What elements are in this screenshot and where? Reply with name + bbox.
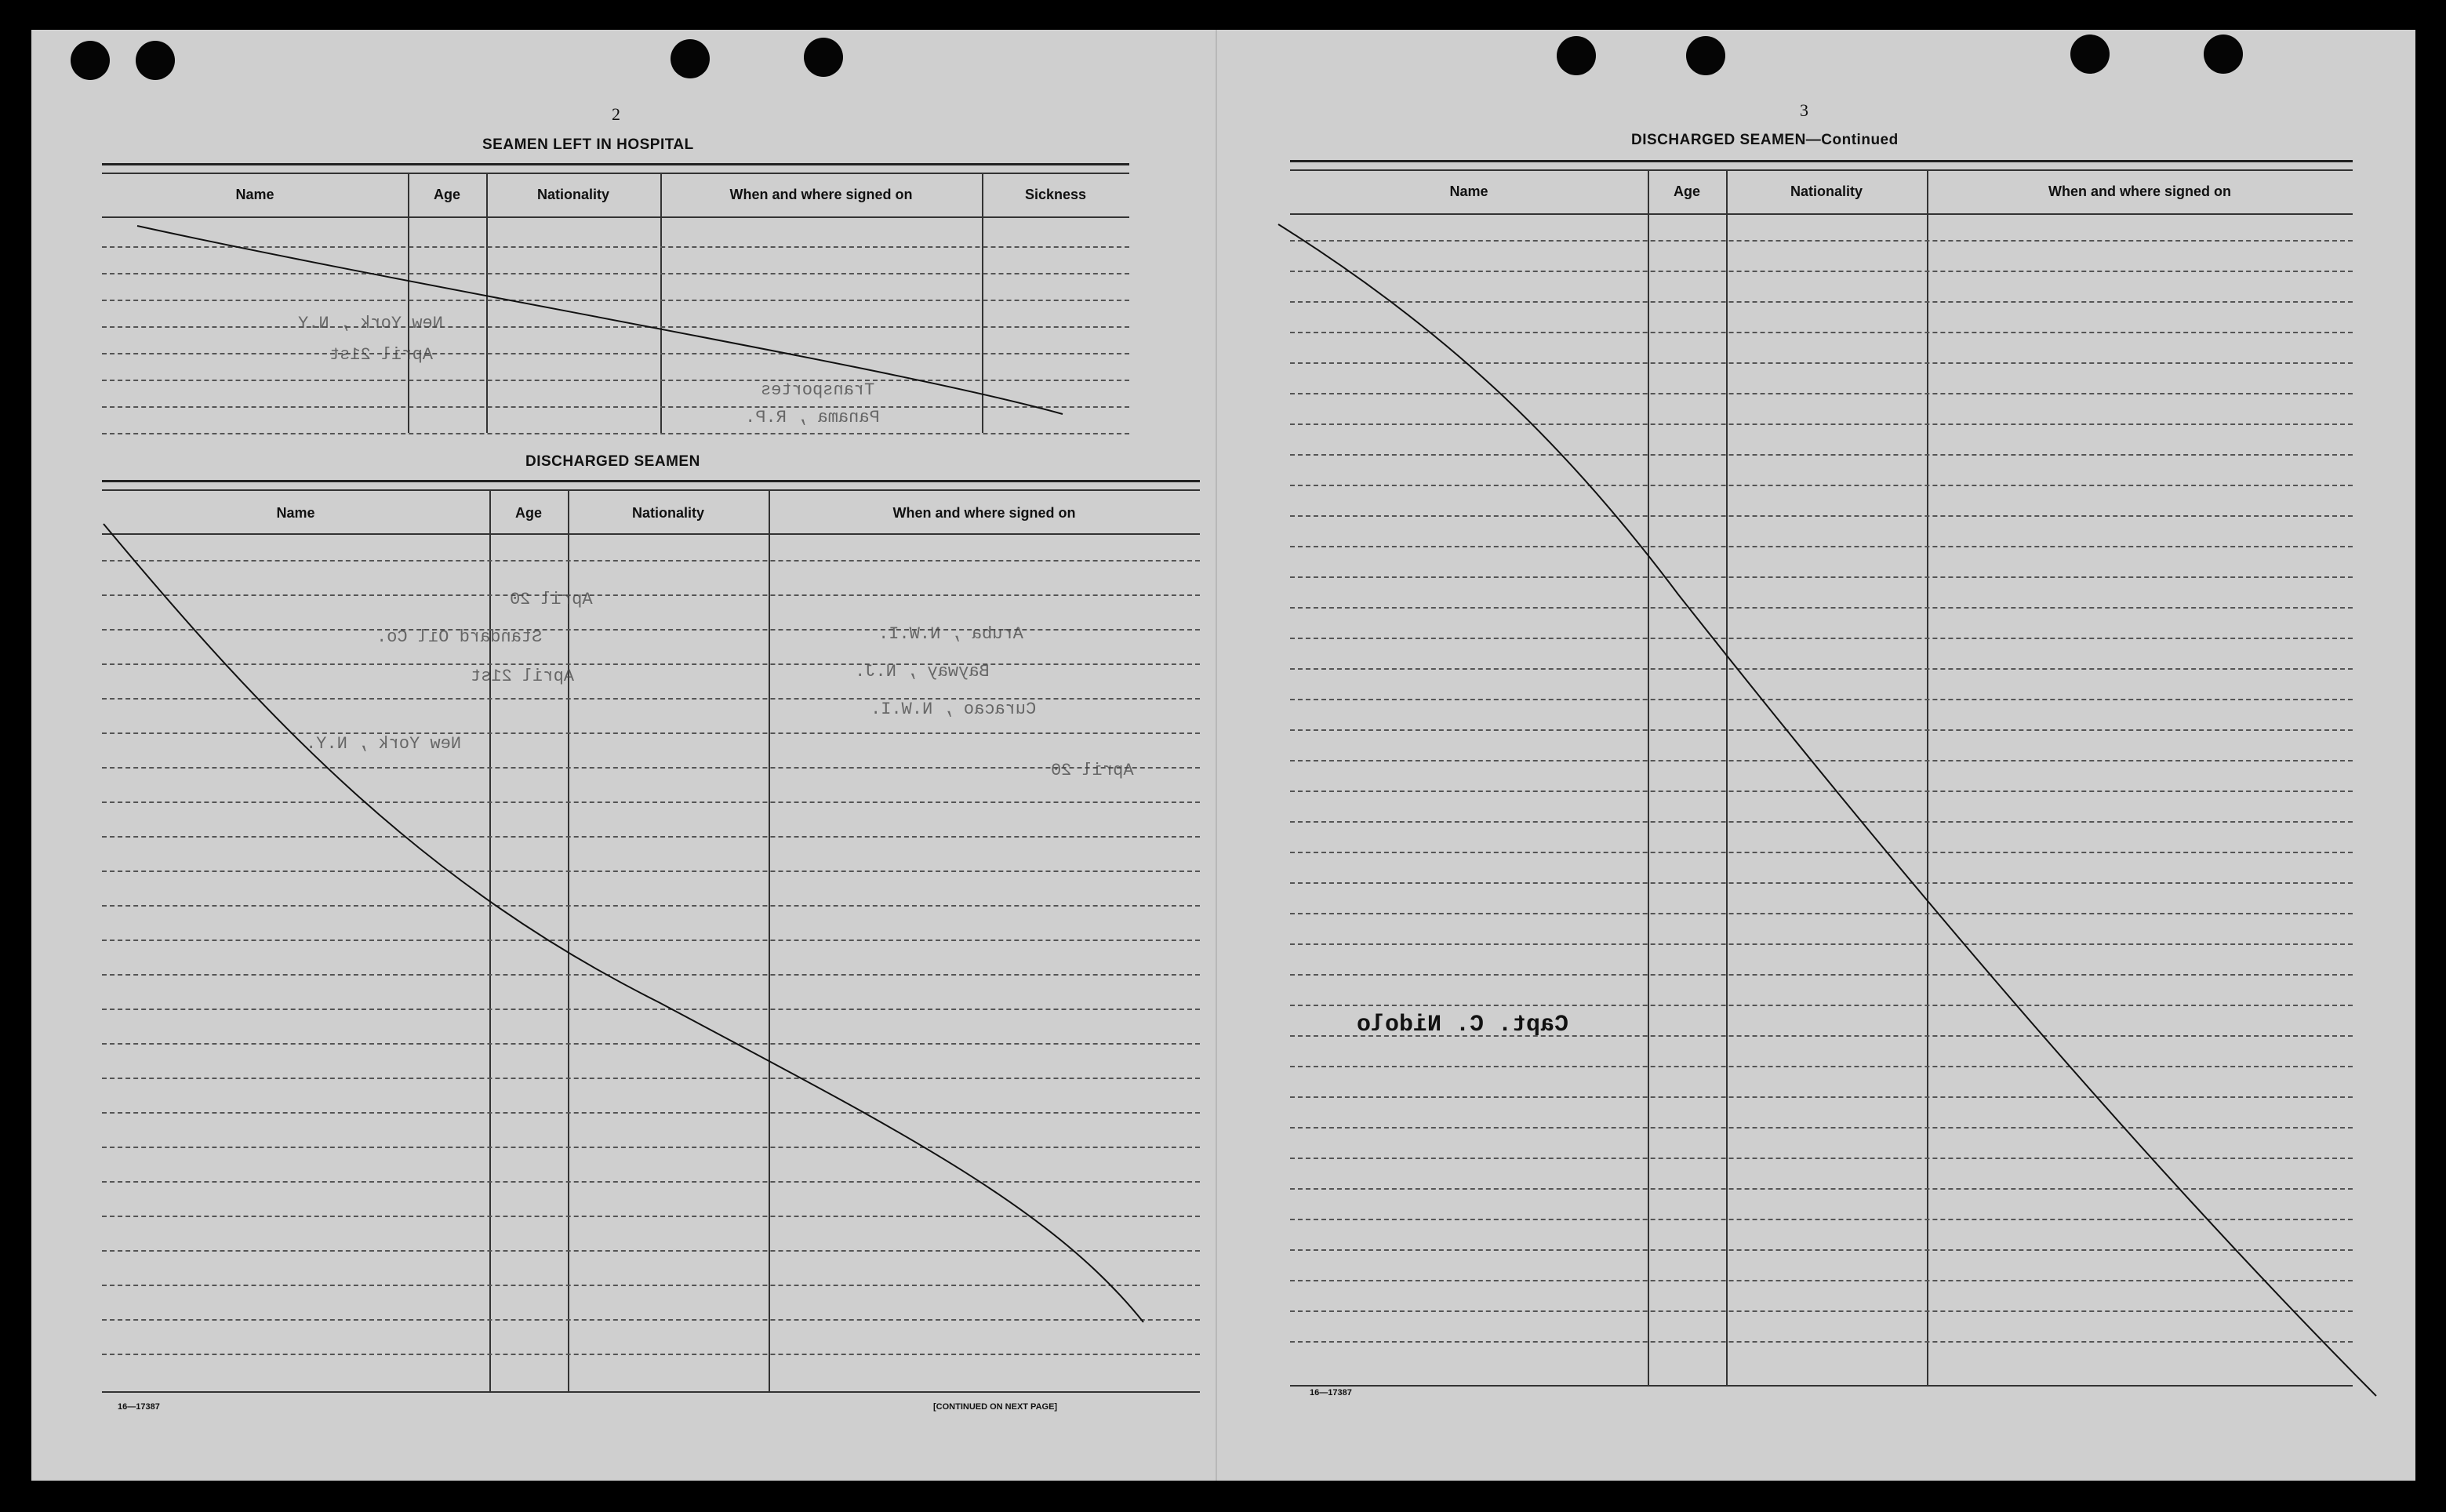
hospital-col-age: Age <box>433 187 460 202</box>
cancel-line-discharged-left <box>104 524 1143 1322</box>
hospital-col-nationality: Nationality <box>536 187 609 202</box>
bleed-through-text: Transportes <box>761 380 875 400</box>
right-col-name: Name <box>1449 184 1488 199</box>
hospital-col-sickness: Sickness <box>1024 187 1087 202</box>
bleed-through-text: Aruba , N.W.I. <box>878 624 1023 644</box>
discharged-continued-title: DISCHARGED SEAMEN—Continued <box>1631 132 1899 148</box>
discharged-section-title: DISCHARGED SEAMEN <box>525 453 700 470</box>
discharged-col-age: Age <box>514 505 542 521</box>
hospital-col-signed-on: When and where signed on <box>729 187 913 202</box>
hospital-section-title: SEAMEN LEFT IN HOSPITAL <box>482 136 694 153</box>
right-col-nationality: Nationality <box>1790 184 1863 199</box>
page-number-right: 3 <box>1800 100 1808 120</box>
footer-continued-note: [CONTINUED ON NEXT PAGE] <box>933 1402 1058 1412</box>
hospital-col-name: Name <box>235 187 274 202</box>
bleed-through-text: April 21st <box>471 667 575 686</box>
footer-code-right: 16—17387 <box>1310 1388 1352 1398</box>
bleed-through-text: Panama , R.P. <box>745 408 880 427</box>
bleed-through-text: April 20 <box>510 590 593 609</box>
bleed-through-text: Standard Oil Co. <box>376 627 543 647</box>
bleed-through-text: April 21st <box>329 345 434 365</box>
cancel-line-hospital <box>137 226 1063 414</box>
bleed-through-text: New York , N.Y. <box>306 734 462 754</box>
discharged-col-name: Name <box>276 505 315 521</box>
bleed-through-text: Curacao , N.W.I. <box>870 700 1037 719</box>
cancellation-strokes <box>31 30 2415 1481</box>
right-col-signed-on: When and where signed on <box>2048 184 2231 199</box>
document-sheet <box>31 30 2415 1481</box>
bleed-through-text: Bayway , N.J. <box>855 662 990 681</box>
bleed-through-text: April 20 <box>1051 761 1134 780</box>
page-number-left: 2 <box>612 104 620 124</box>
captain-signature: Capt. C. Nidolo <box>1357 1012 1569 1038</box>
discharged-col-nationality: Nationality <box>631 505 704 521</box>
footer-code-left: 16—17387 <box>118 1402 160 1412</box>
discharged-col-signed-on: When and where signed on <box>892 505 1076 521</box>
cancel-line-discharged-right <box>1278 224 2376 1396</box>
bleed-through-text: New York , N.Y <box>298 314 443 333</box>
right-col-age: Age <box>1673 184 1700 199</box>
